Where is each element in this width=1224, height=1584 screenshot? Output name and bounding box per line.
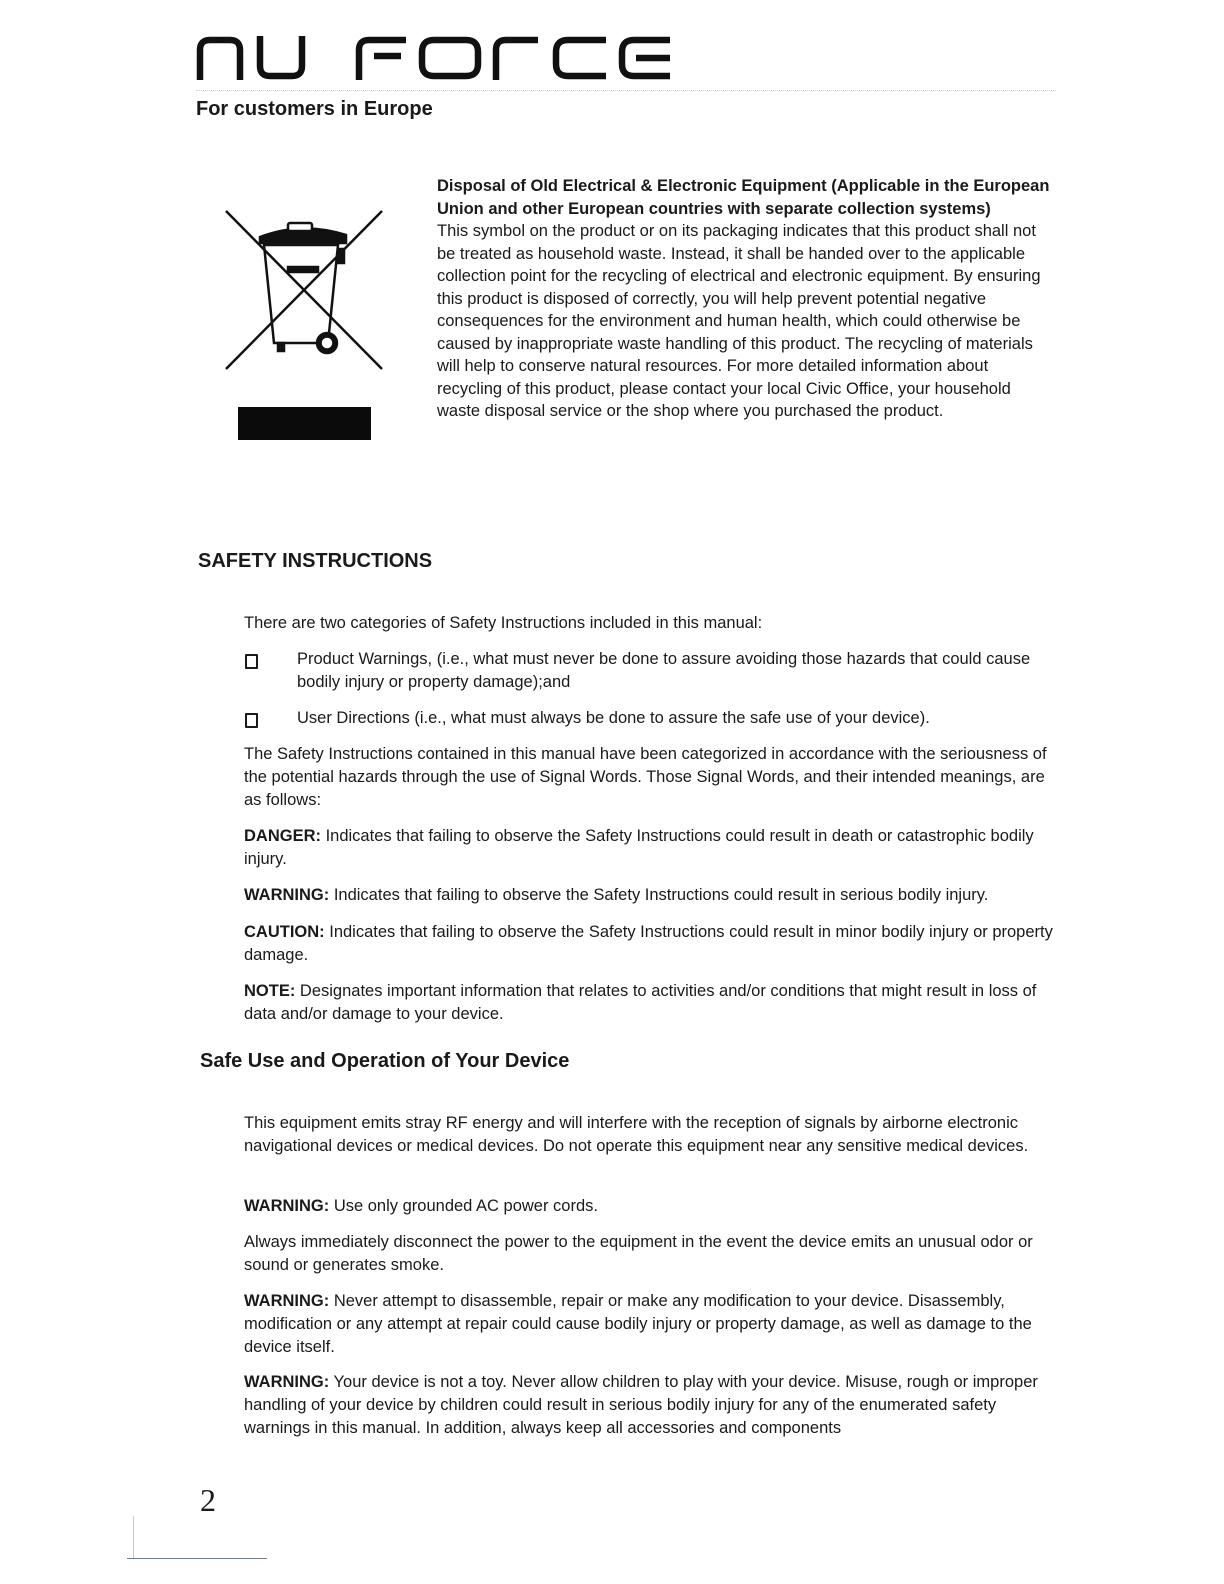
disposal-section: [437, 175, 1055, 423]
safety-bullet-text: Product Warnings, (i.e., what must never be done to assure avoiding those hazards that could cause bodily injury or property damage);and: [297, 650, 1031, 691]
safety-intro: There are two categories of Safety Instructions included in this manual:: [244, 614, 763, 632]
europe-heading: For customers in Europe: [196, 98, 433, 120]
disassemble-warning-paragraph: [244, 1290, 1056, 1359]
warning-label: WARNING:: [244, 1292, 330, 1310]
warning-label: WARNING:: [244, 1197, 330, 1215]
rf-paragraph: This equipment emits stray RF energy and will interfere with the reception of signals by airborne electronic navigational devices or medical devices. Do not operate this equipment near any sensitive medical devices.: [244, 1114, 1029, 1155]
caution-text: Indicates that failing to observe the Safety Instructions could result in minor bodily injury or property damage.: [244, 923, 1053, 964]
safety-bullet-text: User Directions (i.e., what must always be done to assure the safe use of your device).: [297, 709, 930, 727]
warning-text: Indicates that failing to observe the Safety Instructions could result in serious bodily injury.: [329, 886, 989, 904]
checkbox-bullet-icon: [245, 713, 258, 728]
warning-label: WARNING:: [244, 1373, 330, 1391]
warning-text: Never attempt to disassemble, repair or make any modification to your device. Disassembly, modification or any attempt at repair could cause bodily injury or property damage, as well as damage to the device itself.: [244, 1292, 1032, 1356]
note-paragraph: [244, 980, 1056, 1026]
disconnect-paragraph: Always immediately disconnect the power to the equipment in the event the device emits an unusual odor or sound or generates smoke.: [244, 1233, 1033, 1274]
nuforce-logo: [196, 36, 674, 80]
warning-text: Your device is not a toy. Never allow children to play with your device. Misuse, rough or improper handling of your device by children could result in serious bodily injury for any of the enumerated safety warnings in this manual. In addition, always keep all accessories and components: [244, 1373, 1038, 1437]
page-number: 2: [200, 1482, 216, 1518]
caution-paragraph: [244, 921, 1056, 967]
header-rule: [196, 90, 1056, 91]
warning-text: Use only grounded AC power cords.: [329, 1197, 598, 1215]
margin-line: [133, 1516, 134, 1558]
separate-collection-bar: [238, 407, 371, 440]
ac-warning-paragraph: [244, 1195, 1056, 1218]
disposal-title: Disposal of Old Electrical & Electronic Equipment (Applicable in the European Union and other European countries with separate collection systems): [437, 177, 1050, 218]
danger-paragraph: [244, 825, 1056, 871]
checkbox-bullet-icon: [245, 654, 258, 669]
toy-warning-paragraph: [244, 1371, 1056, 1440]
danger-label: DANGER:: [244, 827, 321, 845]
danger-text: Indicates that failing to observe the Safety Instructions could result in death or catastrophic bodily injury.: [244, 827, 1034, 868]
signal-words-paragraph: The Safety Instructions contained in this manual have been categorized in accordance with the seriousness of the potential hazards through the use of Signal Words. Those Signal Words, and their intended meanings, are as follows:: [244, 745, 1047, 809]
weee-bin-icon: [222, 205, 386, 373]
note-text: Designates important information that relates to activities and/or conditions that might result in loss of data and/or damage to your device.: [244, 982, 1037, 1023]
safe-use-heading: Safe Use and Operation of Your Device: [200, 1050, 570, 1072]
footer-rule: [127, 1558, 267, 1559]
warning-label: WARNING:: [244, 886, 330, 904]
disposal-body: This symbol on the product or on its packaging indicates that this product shall not be treated as household waste. Instead, it shall be handed over to the applicable collection point for the recycling of electrical and electronic equipment. By ensuring this product is disposed of correctly, you will help prevent potential negative consequences for the environment and human health, which could otherwise be caused by inappropriate waste handling of this product. The recycling of materials will help to conserve natural resources. For more detailed information about recycling of this product, please contact your local Civic Office, your household waste disposal service or the shop where you purchased the product.: [437, 222, 1041, 420]
note-label: NOTE:: [244, 982, 296, 1000]
warning-paragraph: [244, 884, 1056, 907]
caution-label: CAUTION:: [244, 923, 325, 941]
safety-heading: SAFETY INSTRUCTIONS: [198, 550, 433, 572]
